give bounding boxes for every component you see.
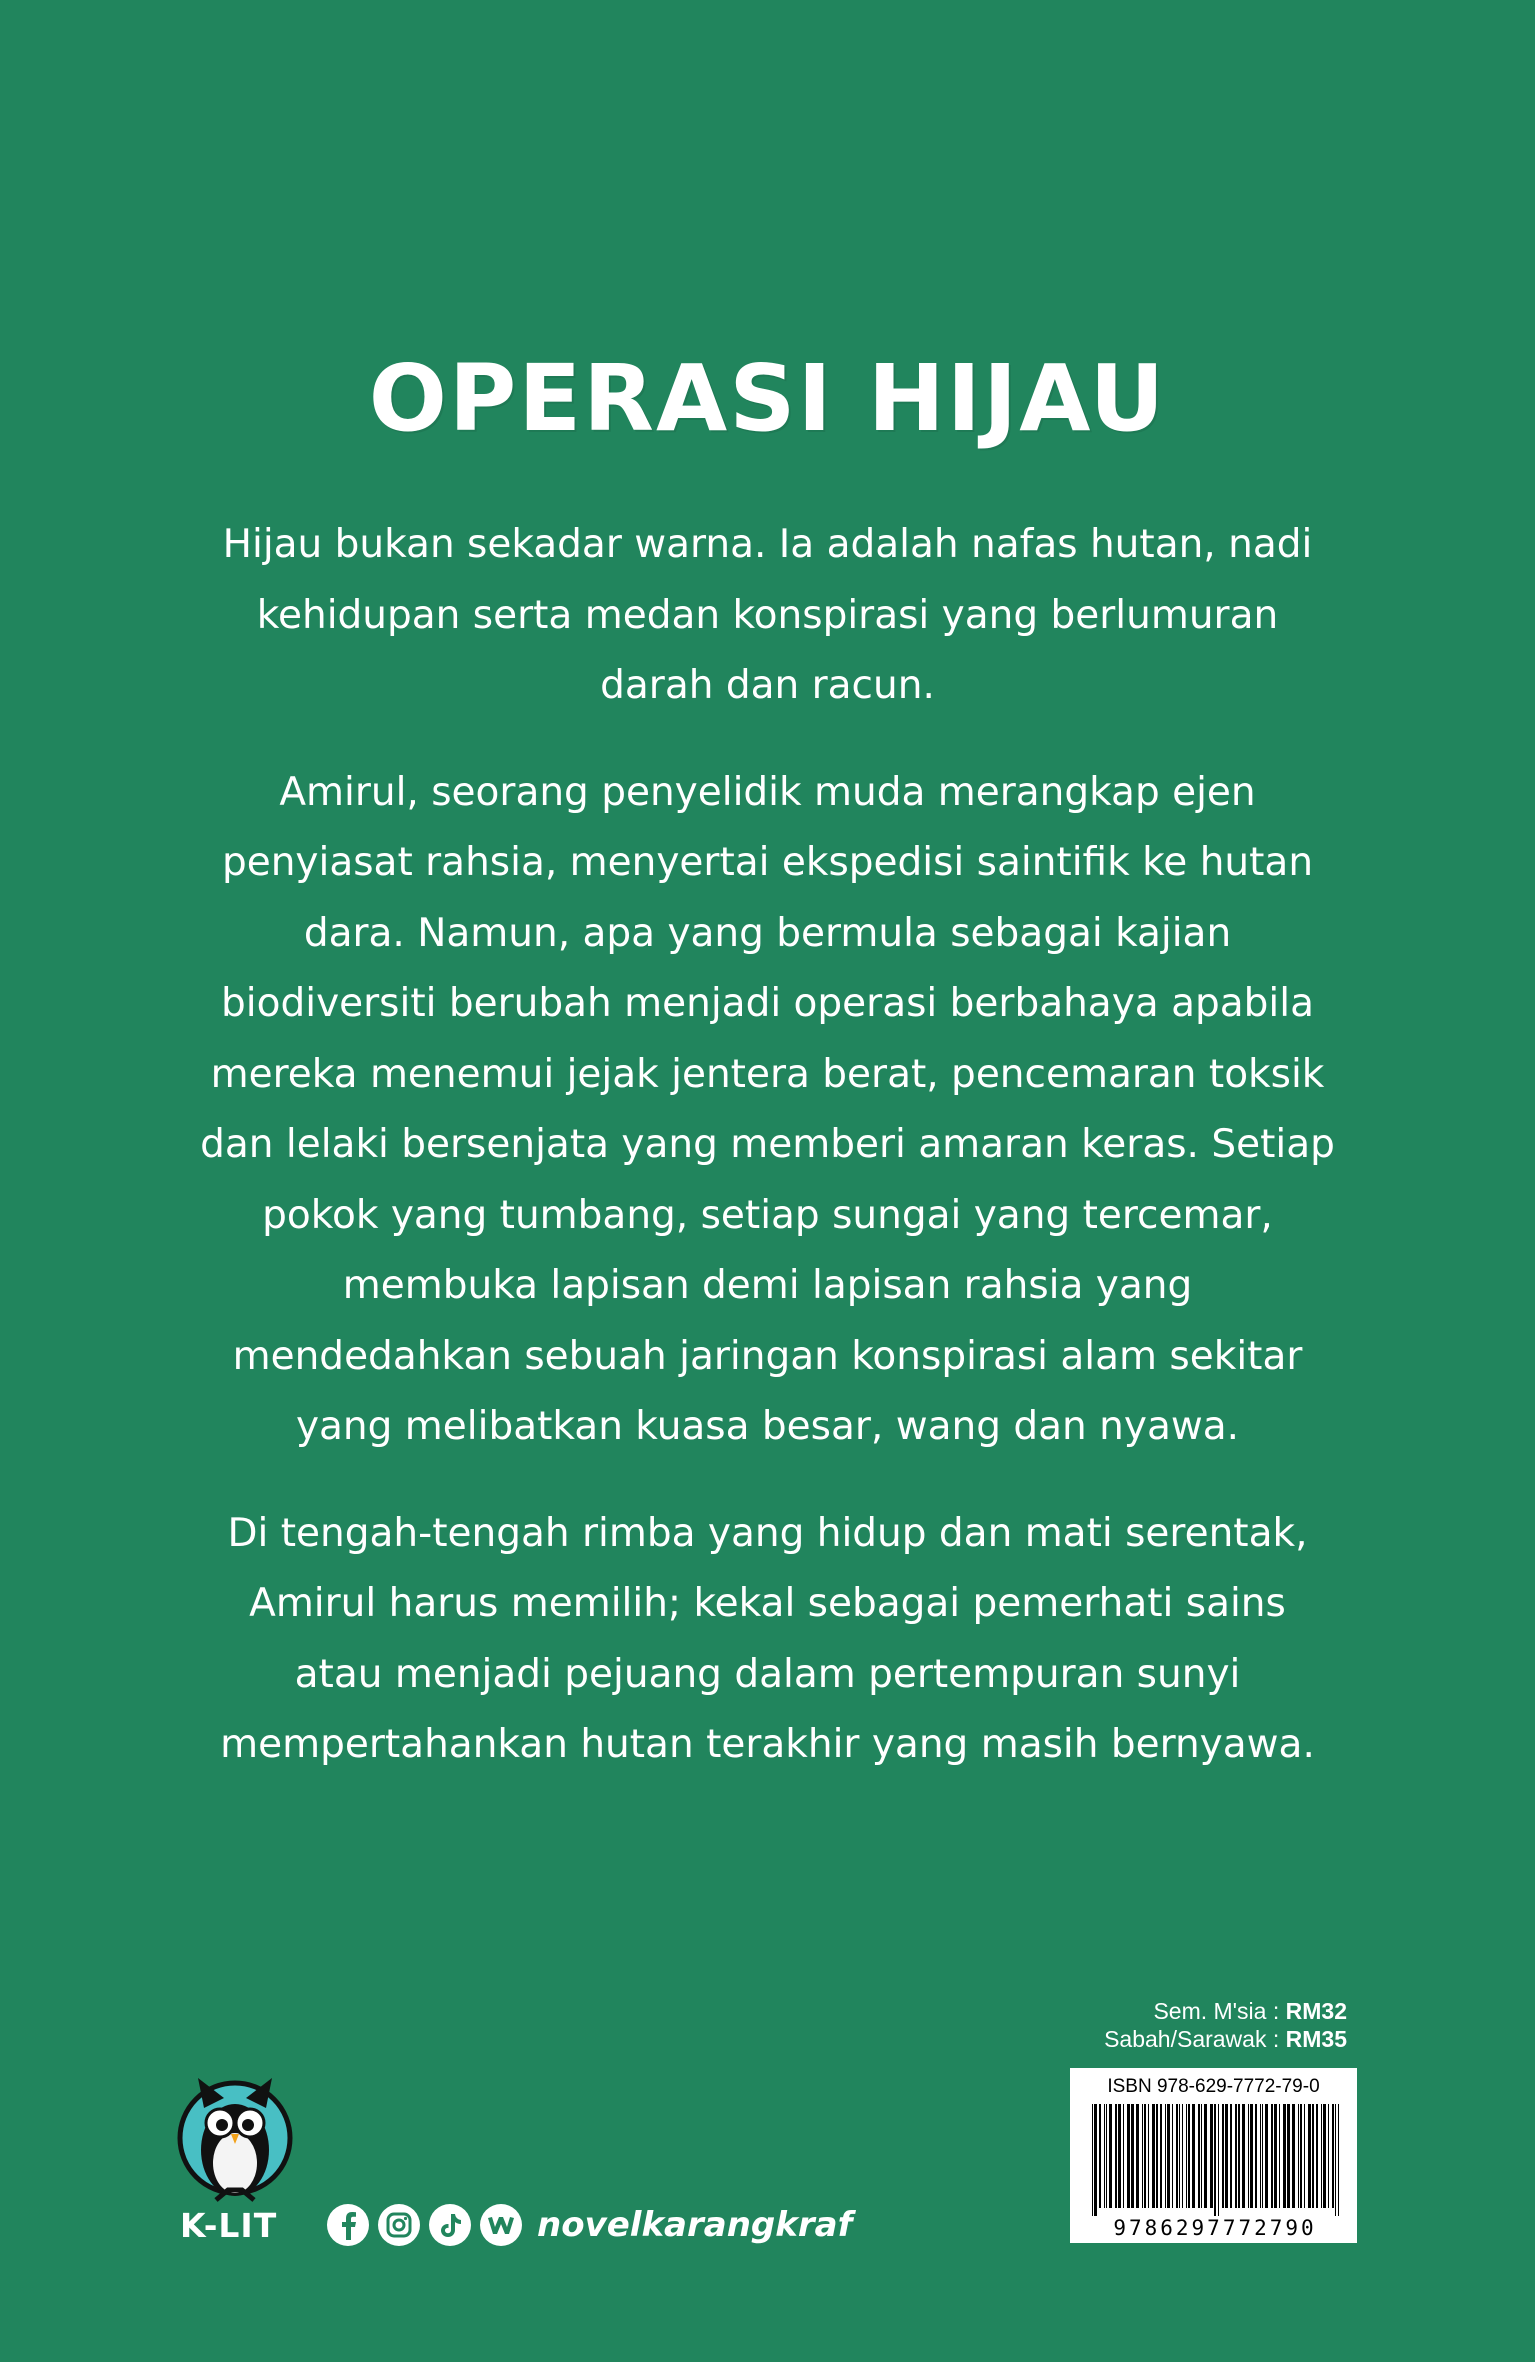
social-links <box>327 2202 852 2248</box>
barcode-bar <box>1225 2104 1228 2208</box>
barcode-bar <box>1118 2104 1121 2208</box>
barcode-bar <box>1142 2104 1143 2208</box>
barcode-bar <box>1136 2104 1139 2208</box>
isbn-digits: 9786297772790 <box>1113 2216 1317 2240</box>
barcode-bar <box>1176 2104 1178 2208</box>
barcode-bar <box>1148 2104 1149 2208</box>
barcode-bar <box>1260 2104 1261 2208</box>
isbn-barcode <box>1070 2068 1357 2243</box>
barcode-bar <box>1323 2104 1326 2208</box>
price-east: Sabah/Sarawak : RM35 <box>1104 2026 1347 2052</box>
price-block <box>1104 1997 1347 2053</box>
barcode-bar <box>1328 2104 1329 2208</box>
barcode-bar <box>1308 2104 1311 2208</box>
barcode-bar <box>1152 2104 1155 2208</box>
barcode-bar <box>1198 2104 1200 2208</box>
blurb-paragraph-3: Di tengah-tengah rimba yang hidup dan mati serentak, Amirul harus memilih; kekal sebagai pemerhati sains atau menjadi pejuang dalam pertempuran sunyi mempertahankan hutan terakhir yang masih bernyawa. <box>220 1510 1315 1767</box>
book-title: OPERASI HIJAU <box>368 345 1167 452</box>
barcode-bar <box>1104 2104 1105 2208</box>
barcode-bar <box>1335 2104 1336 2216</box>
price-peninsular: Sem. M'sia : RM32 <box>1153 1998 1347 2024</box>
barcode-bar <box>1300 2104 1302 2208</box>
publisher-logo-text: K-LIT <box>180 2206 278 2245</box>
barcode-bar <box>1230 2104 1232 2208</box>
barcode-bar <box>1094 2104 1097 2216</box>
blurb-paragraph-1: Hijau bukan sekadar warna. Ia adalah nafas hutan, nadi kehidupan serta medan konspirasi yang berlumuran darah dan racun. <box>222 522 1313 708</box>
barcode-bar <box>1265 2104 1268 2208</box>
barcode-bar <box>1222 2104 1224 2208</box>
barcode-bar <box>1188 2104 1190 2208</box>
instagram-icon[interactable] <box>378 2204 420 2246</box>
barcode-bar <box>1186 2104 1187 2208</box>
barcode-bar <box>1316 2104 1318 2208</box>
barcode-bar <box>1167 2104 1170 2208</box>
facebook-icon[interactable] <box>327 2204 369 2246</box>
barcode-bar <box>1099 2104 1101 2208</box>
barcode-bar <box>1192 2104 1195 2208</box>
barcode-bar <box>1248 2104 1249 2208</box>
barcode-bar <box>1242 2104 1245 2208</box>
isbn-label: ISBN 978-629-7772-79-0 <box>1107 2076 1320 2097</box>
barcode-bar <box>1287 2104 1290 2208</box>
barcode-bar <box>1204 2104 1207 2208</box>
barcode-bar <box>1115 2104 1117 2208</box>
blurb-paragraph-2: Amirul, seorang penyelidik muda merangkap ejen penyiasat rahsia, menyertai ekspedisi saintifik ke hutan dara. Namun, apa yang bermula sebagai kajian biodiversiti berubah menjadi operasi berbahaya apabila mereka menemui jejak jentera berat, pencemaran toksik dan lelaki bersenjata yang memberi amaran keras. Setiap pokok yang tumbang, setiap sungai yang tercemar, membuka lapisan demi lapisan rahsia yang mendedahkan sebuah jaringan konspirasi alam sekitar yang melibatkan kuasa besar, wang dan nyawa. <box>200 769 1335 1449</box>
barcode-bar <box>1092 2104 1093 2216</box>
social-handle[interactable]: novelkarangkraf <box>537 2205 853 2245</box>
barcode-bar <box>1182 2104 1183 2208</box>
owl-logo-icon <box>176 2068 294 2203</box>
barcode-bar <box>1274 2104 1277 2208</box>
barcode-bar <box>1109 2104 1112 2208</box>
barcode-bar <box>1179 2104 1180 2208</box>
barcode-bar <box>1262 2104 1263 2208</box>
barcode-bar <box>1283 2104 1286 2208</box>
barcode-bar <box>1235 2104 1237 2208</box>
barcode-bar <box>1123 2104 1124 2208</box>
barcode-bar <box>1144 2104 1146 2208</box>
barcode-bar <box>1106 2104 1107 2208</box>
barcode-bar <box>1279 2104 1280 2208</box>
barcode-bar <box>1250 2104 1253 2208</box>
barcode-bar <box>1321 2104 1322 2208</box>
barcode-bar <box>1156 2104 1158 2208</box>
tiktok-icon[interactable] <box>429 2204 471 2246</box>
barcode-bar <box>1210 2104 1213 2208</box>
barcode-bar <box>1201 2104 1202 2208</box>
barcode-bar <box>1131 2104 1134 2208</box>
barcode-bar <box>1298 2104 1299 2208</box>
barcode-bar <box>1214 2104 1216 2216</box>
barcode-bar <box>1304 2104 1305 2208</box>
barcode-bar <box>1127 2104 1130 2208</box>
wattpad-icon[interactable] <box>480 2204 522 2246</box>
barcode-bars <box>1092 2104 1342 2216</box>
barcode-bar <box>1172 2104 1173 2208</box>
barcode-bar <box>1332 2104 1334 2208</box>
book-blurb <box>200 510 1335 1817</box>
barcode-bar <box>1312 2104 1314 2208</box>
barcode-bar <box>1160 2104 1162 2208</box>
barcode-bar <box>1218 2104 1219 2216</box>
barcode-bar <box>1292 2104 1295 2208</box>
barcode-bar <box>1255 2104 1257 2208</box>
barcode-bar <box>1165 2104 1166 2208</box>
barcode-bar <box>1338 2104 1339 2216</box>
barcode-bar <box>1238 2104 1240 2208</box>
barcode-bar <box>1271 2104 1273 2208</box>
